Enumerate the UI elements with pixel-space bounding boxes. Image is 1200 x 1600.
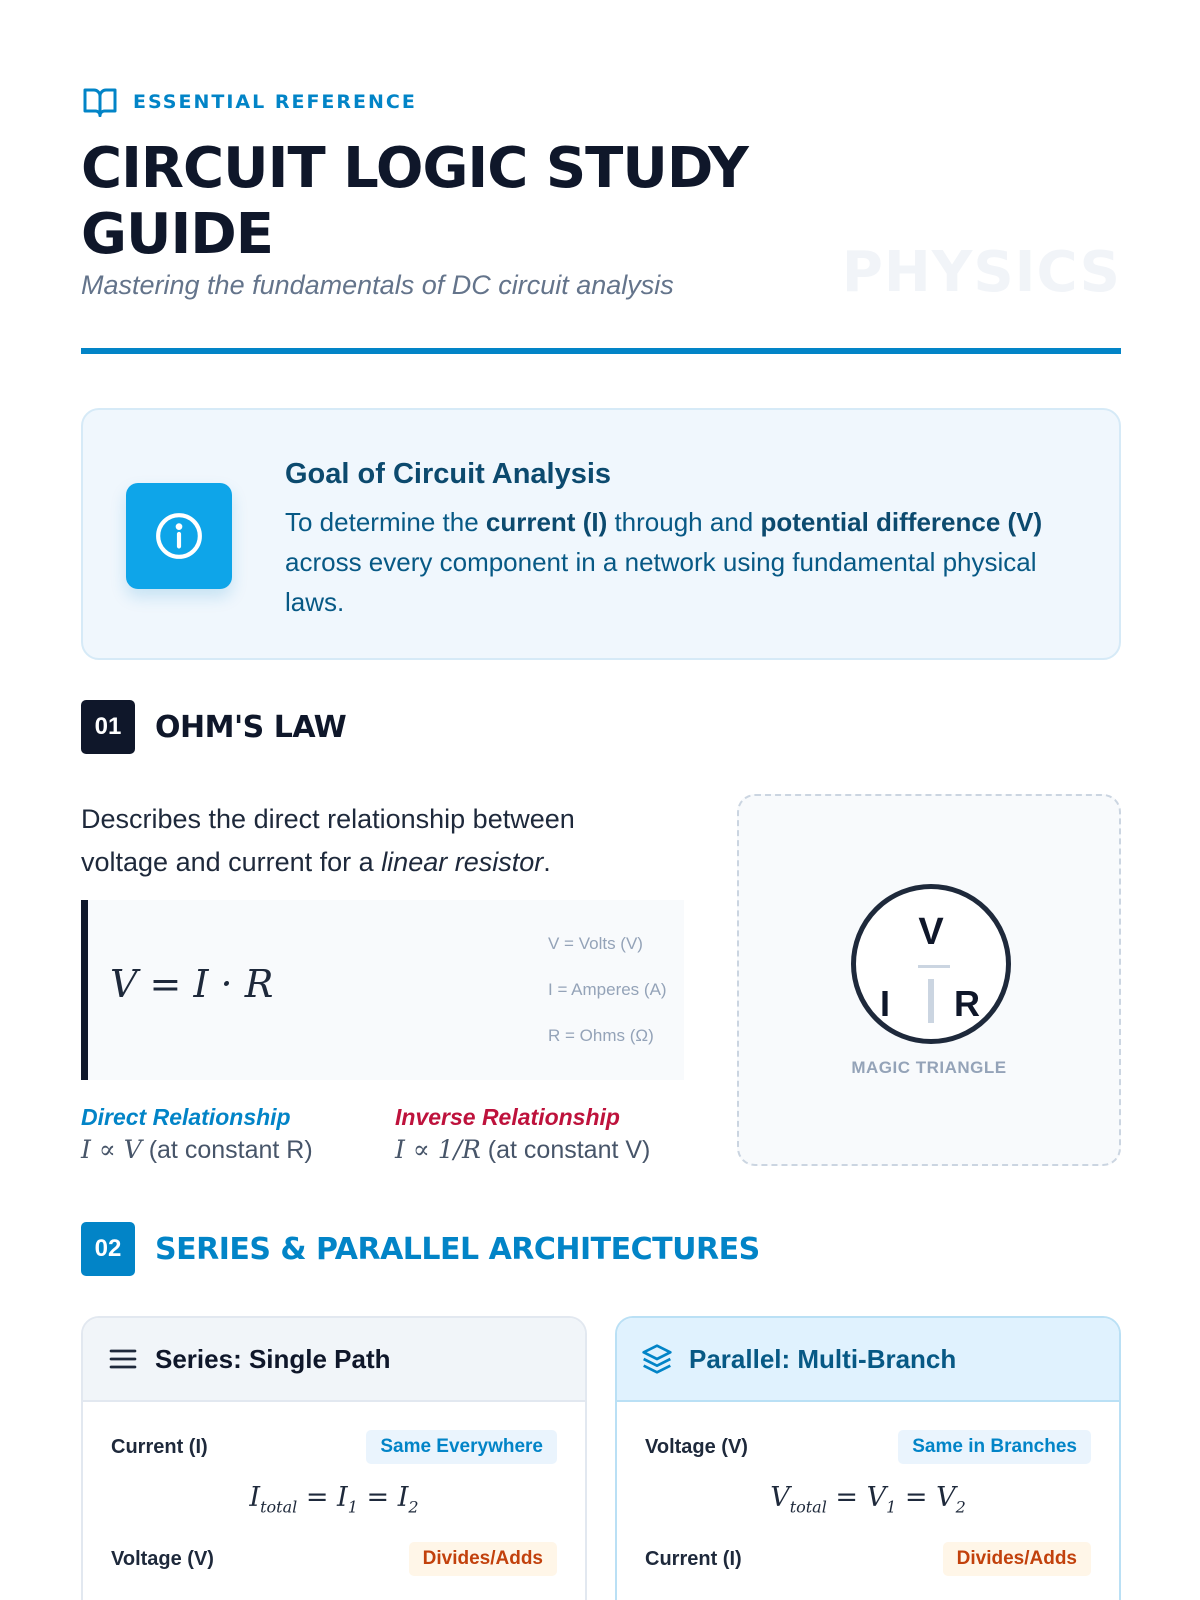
inverse-label: Inverse Relationship <box>395 1104 620 1130</box>
parallel-card-title: Parallel: Multi-Branch <box>689 1343 957 1374</box>
series-current-tag: Same Everywhere <box>366 1430 557 1464</box>
series-voltage-row <box>111 1542 557 1576</box>
eq-sub: 1 <box>886 1497 897 1517</box>
goal-text-part: through and <box>607 507 761 537</box>
ohm-description <box>81 798 641 884</box>
goal-text <box>285 502 1085 622</box>
direct-note: (at constant R) <box>141 1136 313 1164</box>
eq-sub: 1 <box>347 1497 358 1517</box>
eq-sub: total <box>789 1497 827 1517</box>
goal-title: Goal of Circuit Analysis <box>285 458 612 490</box>
series-equation <box>83 1482 585 1516</box>
info-badge <box>126 483 232 589</box>
triangle-r: R <box>954 983 980 1024</box>
unit-volts: V = Volts (V) <box>548 934 643 953</box>
direct-expression <box>81 1135 313 1165</box>
magic-triangle <box>851 884 1011 1044</box>
eyebrow-label: ESSENTIAL REFERENCE <box>133 91 417 113</box>
parallel-current-row <box>645 1542 1091 1576</box>
ohm-desc-part: Describes the direct relationship between voltage and current for a <box>81 804 575 877</box>
goal-callout <box>81 408 1121 660</box>
section-ohm-heading <box>81 700 346 754</box>
series-card-title: Series: Single Path <box>155 1343 391 1374</box>
direct-label: Direct Relationship <box>81 1104 291 1130</box>
parallel-card-header <box>617 1318 1119 1402</box>
series-row-label: Current (I) <box>111 1435 208 1458</box>
triangle-v: V <box>918 911 944 953</box>
series-row-label: Voltage (V) <box>111 1547 214 1570</box>
parallel-current-tag: Divides/Adds <box>943 1542 1091 1576</box>
triangle-divider <box>918 965 950 968</box>
watermark: PHYSICS <box>841 240 1121 305</box>
series-current-row <box>111 1430 557 1464</box>
triangle-i: I <box>880 983 891 1024</box>
page-subtitle: Mastering the fundamentals of DC circuit analysis <box>81 270 674 300</box>
triangle-caption: MAGIC TRIANGLE <box>851 1058 1007 1077</box>
series-card-header <box>83 1318 585 1402</box>
inverse-relationship <box>395 1104 650 1165</box>
parallel-voltage-tag: Same in Branches <box>898 1430 1091 1464</box>
section-title: OHM'S LAW <box>155 709 347 745</box>
goal-text-part: across every component in a network using fundamental physical laws. <box>285 547 1037 617</box>
parallel-card <box>615 1316 1121 1600</box>
inverse-math: I ∝ 1/R <box>395 1135 481 1164</box>
parallel-row-label: Voltage (V) <box>645 1435 748 1458</box>
study-guide-page <box>81 0 1121 1600</box>
page-title: CIRCUIT LOGIC STUDY GUIDE <box>81 136 748 267</box>
ohm-desc-part: . <box>543 847 551 877</box>
series-card <box>81 1316 587 1600</box>
parallel-voltage-row <box>645 1430 1091 1464</box>
eyebrow <box>81 84 417 120</box>
series-voltage-tag: Divides/Adds <box>409 1542 557 1576</box>
eq-sub: 2 <box>408 1497 419 1517</box>
parallel-row-label: Current (I) <box>645 1547 742 1570</box>
direct-math: I ∝ V <box>81 1135 142 1164</box>
eq-part: = I <box>297 1482 348 1513</box>
book-open-icon <box>81 84 119 120</box>
header-divider <box>81 348 1121 354</box>
section-architectures-heading <box>81 1222 760 1276</box>
section-number: 01 <box>81 700 135 754</box>
section-title: SERIES & PARALLEL ARCHITECTURES <box>155 1231 760 1267</box>
ohm-formula: V = I · R <box>110 962 274 1006</box>
eq-sub: 2 <box>955 1497 966 1517</box>
eq-part: = V <box>826 1482 887 1513</box>
info-icon <box>154 511 204 561</box>
list-icon <box>107 1343 139 1375</box>
layers-icon <box>641 1343 673 1375</box>
magic-triangle-card <box>737 794 1121 1166</box>
unit-ohms: R = Ohms (Ω) <box>548 1026 654 1045</box>
eq-sub: total <box>260 1497 298 1517</box>
ohm-desc-em: linear resistor <box>381 847 544 877</box>
inverse-note: (at constant V) <box>480 1136 651 1164</box>
inverse-expression <box>395 1135 650 1165</box>
goal-bold-current: current (I) <box>485 507 608 537</box>
direct-relationship <box>81 1104 313 1165</box>
section-number: 02 <box>81 1222 135 1276</box>
ohm-formula-box <box>81 900 684 1080</box>
triangle-divider <box>928 979 934 1023</box>
goal-bold-voltage: potential difference (V) <box>760 507 1043 537</box>
unit-amperes: I = Amperes (A) <box>548 980 667 999</box>
eq-part: = V <box>896 1482 956 1513</box>
eq-part: I <box>249 1482 261 1513</box>
goal-text-part: To determine the <box>285 507 486 537</box>
parallel-equation <box>617 1482 1119 1516</box>
eq-part: V <box>770 1482 790 1513</box>
eq-part: = I <box>357 1482 409 1513</box>
